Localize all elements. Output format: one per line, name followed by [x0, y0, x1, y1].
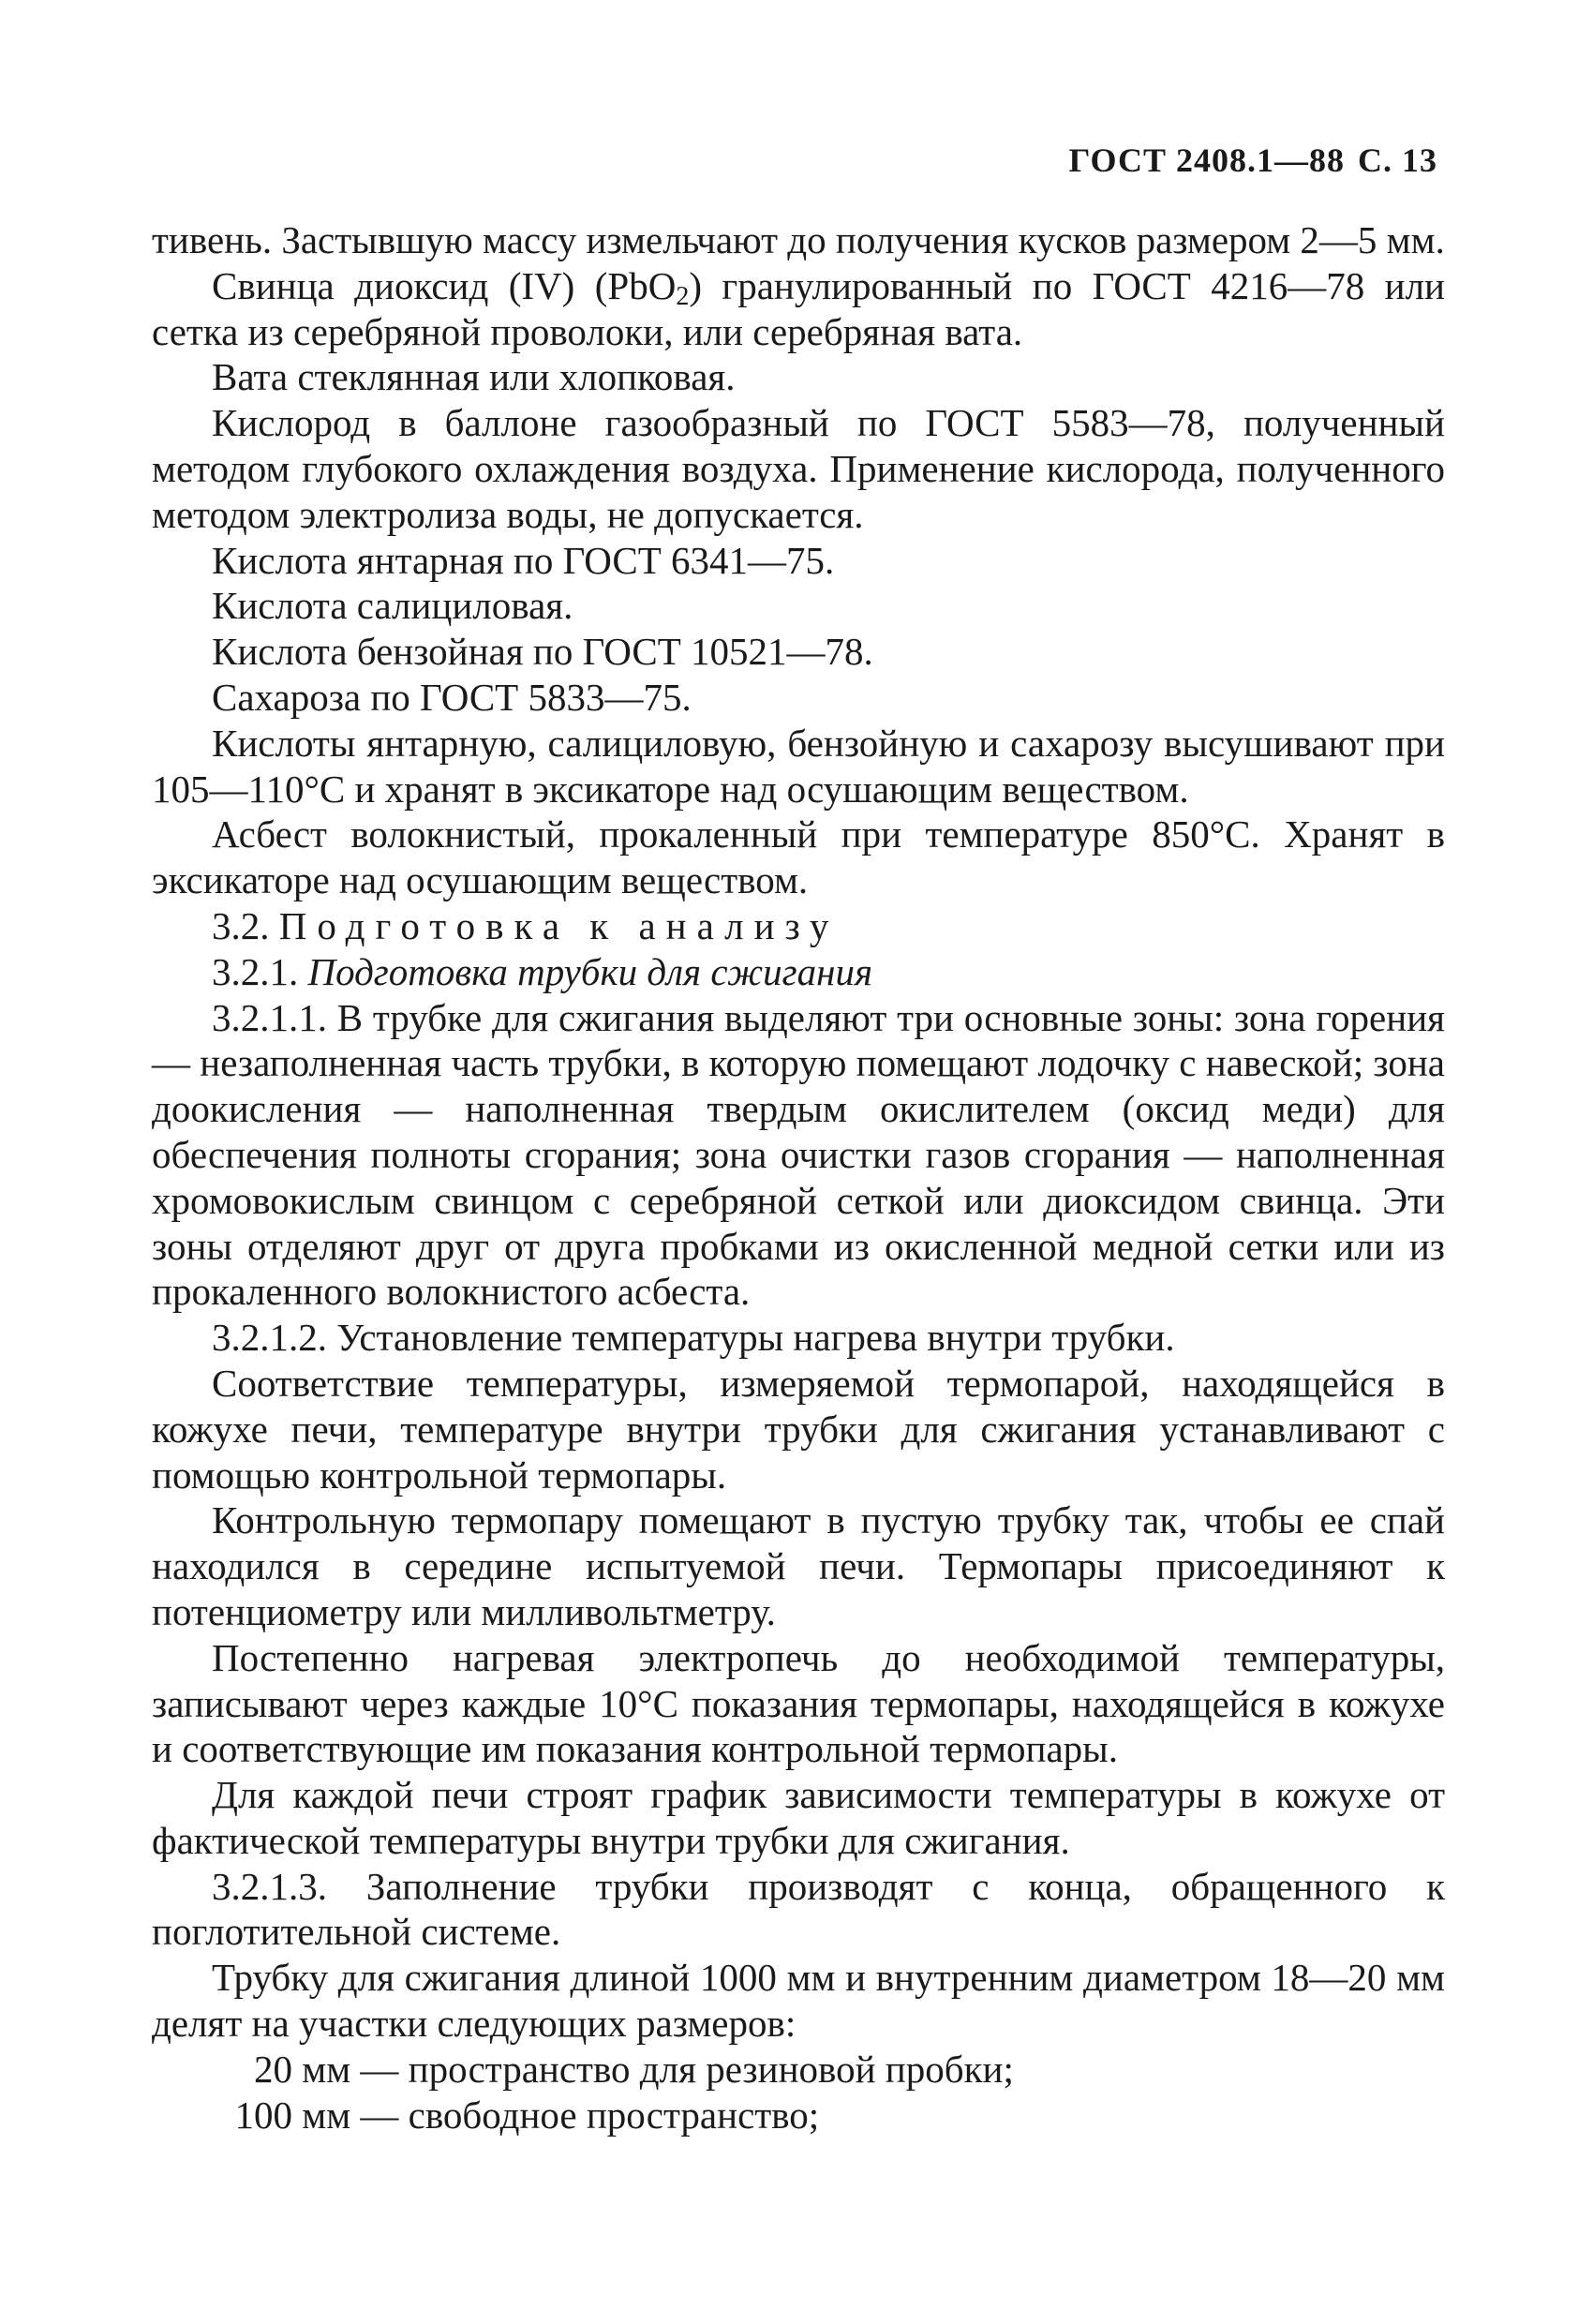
section-title: Подготовка к анализу: [278, 903, 840, 947]
size-value: 100: [234, 2093, 292, 2137]
paragraph: Сахароза по ГОСТ 5833—75.: [212, 675, 692, 719]
paragraph-text: Свинца диоксид (IV) (PbO: [212, 263, 677, 307]
paragraph: тивень. Застывшую массу измельчают до получения кусков размером 2—5 мм.: [152, 218, 1445, 261]
paragraph: [152, 263, 1445, 355]
subsection-number: 3.2.1.: [212, 949, 299, 993]
section-number: 3.2.: [212, 903, 270, 947]
document-body: [152, 217, 1445, 2138]
paragraph: Кислота бензойная по ГОСТ 10521—78.: [212, 630, 873, 674]
paragraph: Контрольную термопару помещают в пустую трубку так, чтобы ее спай находился в середине испытуемой печи. Термопары присоединяют к потенциометру или милливольтметру.: [152, 1498, 1445, 1633]
paragraph: 3.2.1.2. Установление температуры нагрева внутри трубки.: [212, 1316, 1175, 1360]
paragraph: Кислота янтарная по ГОСТ 6341—75.: [212, 538, 835, 582]
subsection-heading: [152, 949, 1445, 995]
section-heading: [152, 903, 1445, 949]
paragraph: Асбест волокнистый, прокаленный при температуре 850°С. Хранят в эксикаторе над осушающим веществом.: [152, 812, 1445, 902]
paragraph: Вата стеклянная или хлопковая.: [212, 355, 736, 399]
paragraph: Кислоты янтарную, салициловую, бензойную и сахарозу высушивают при 105—110°С и хранят в эксикаторе над осушающим веществом.: [152, 721, 1445, 811]
list-item: [152, 2093, 1445, 2138]
paragraph: Соответствие температуры, измеряемой термопарой, находящейся в кожухе печи, температуре внутри трубки для сжигания устанавливают с помощью контрольной термопары.: [152, 1361, 1445, 1497]
size-description: мм — свободное пространство;: [302, 2093, 820, 2137]
subsection-title: Подготовка трубки для сжигания: [307, 949, 873, 993]
subscript: 2: [676, 281, 690, 311]
paragraph: Кислота салициловая.: [212, 584, 573, 628]
page-number: С. 13: [1358, 142, 1437, 179]
paragraph: Постепенно нагревая электропечь до необходимой температуры, записывают через каждые 10°С показания термопары, находящейся в кожухе и соответствующие им показания контрольной термопары.: [152, 1635, 1445, 1771]
paragraph: Кислород в баллоне газообразный по ГОСТ 5583—78, полученный методом глубокого охлаждения воздуха. Применение кислорода, полученного методом электролиза воды, не допускается.: [152, 401, 1445, 536]
paragraph: Для каждой печи строят график зависимости температуры в кожухе от фактической температуры внутри трубки для сжигания.: [152, 1773, 1445, 1862]
page-header: [1069, 141, 1437, 180]
paragraph: 3.2.1.3. Заполнение трубки производят с конца, обращенного к поглотительной системе.: [152, 1864, 1445, 1954]
standard-number: ГОСТ 2408.1—88: [1068, 142, 1345, 179]
paragraph: 3.2.1.1. В трубке для сжигания выделяют три основные зоны: зона горения — незаполненная часть трубки, в которую помещают лодочку с навеской; зона доокисления — наполненная твердым окислителем (оксид меди) для обеспечения полноты сгорания; зона очистки газов сгорания — наполненная хромовокислым свинцом с серебряной сеткой или диоксидом свинца. Эти зоны отделяют друг от друга пробками из окисленной медной сетки или из прокаленного волокнистого асбеста.: [152, 995, 1445, 1314]
size-description: мм — пространство для резиновой пробки;: [302, 2047, 1014, 2091]
size-value: 20: [254, 2047, 292, 2091]
paragraph-text: ) гранулированный по ГОСТ 4216—78 или сетка из серебряной проволоки, или серебряная вата.: [152, 263, 1445, 353]
paragraph: Трубку для сжигания длиной 1000 мм и внутренним диаметром 18—20 мм делят на участки следующих размеров:: [152, 1956, 1445, 2046]
list-item: [152, 2047, 1445, 2093]
